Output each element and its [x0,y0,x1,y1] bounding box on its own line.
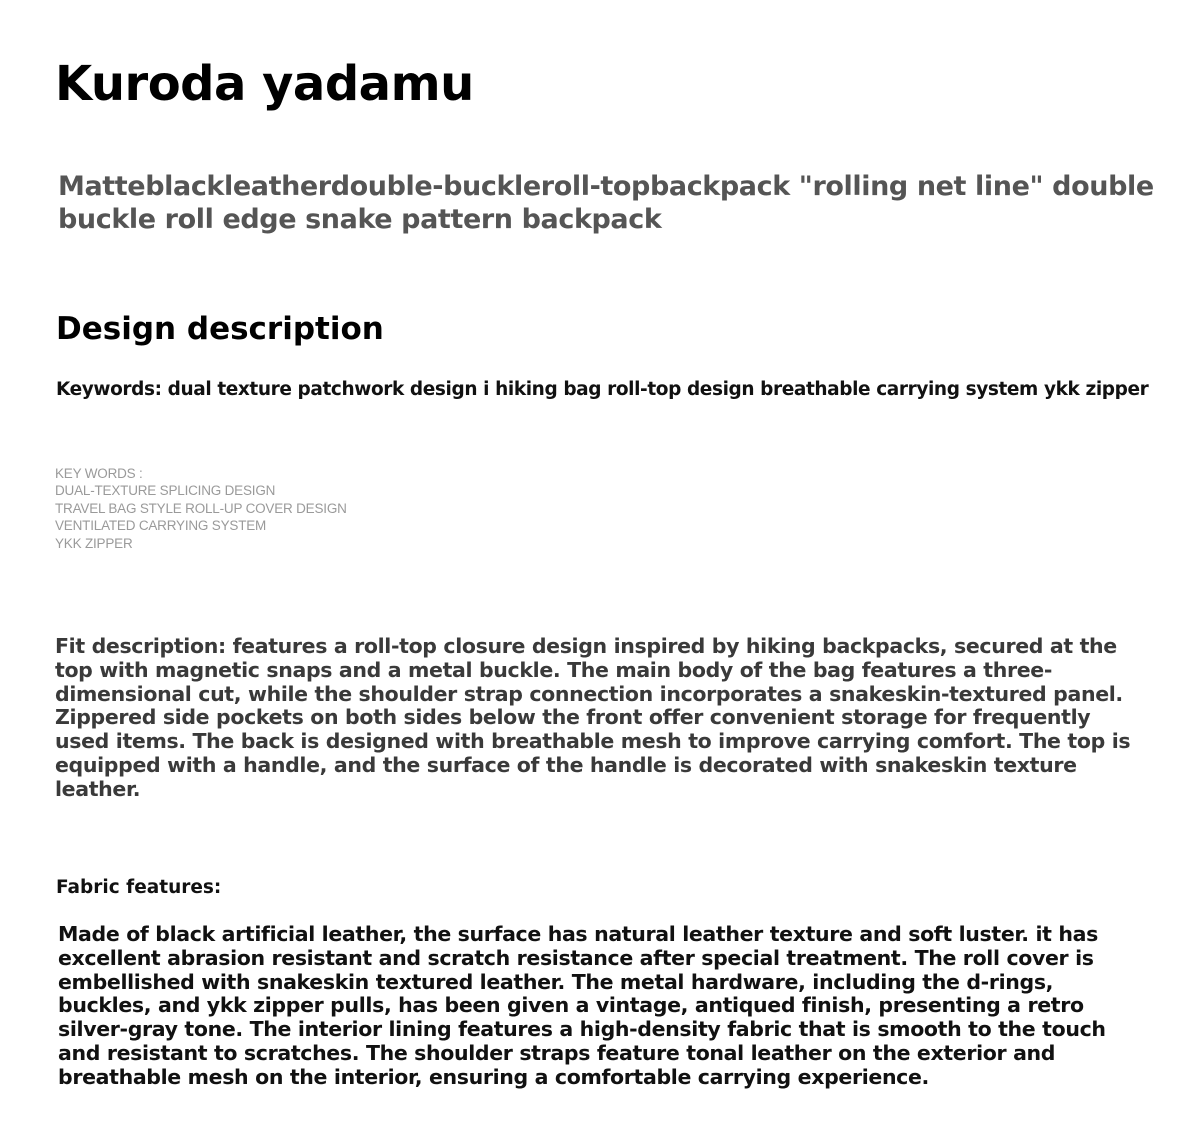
brand-name: Kuroda yadamu [55,56,474,112]
fabric-features-body: Made of black artificial leather, the surface has natural leather texture and soft luster. it has excellent abrasion resistant and scratch resistance after special treatment. The roll cover is embellished with snakeskin textured leather. The metal hardware, including the d-rings, buckles, and ykk zipper pulls, has been given a vintage, antiqued finish, presenting a retro silver-gray tone. The interior lining features a high-density fabric that is smooth to the touch and resistant to scratches. The shoulder straps feature tonal leather on the exterior and breathable mesh on the interior, ensuring a comfortable carrying experience. [58,922,1106,1089]
keyword-item: YKK ZIPPER [55,535,133,551]
fit-description: Fit description: features a roll-top closure design inspired by hiking backpacks, secured at the top with magnetic snaps and a metal buckle. The main body of the bag features a three-dimensional cut, while the shoulder strap connection incorporates a snakeskin-textured panel. Zippered side pockets on both sides below the front offer convenient storage for frequently used items. The back is designed with breathable mesh to improve carrying comfort. The top is equipped with a handle, and the surface of the handle is decorated with snakeskin texture leather. [55,634,1131,801]
keyword-item: TRAVEL BAG STYLE ROLL-UP COVER DESIGN [55,500,347,516]
keywords-block-header: KEY WORDS : [55,466,143,481]
keywords-block [55,465,347,552]
keyword-item: VENTILATED CARRYING SYSTEM [55,518,267,534]
keyword-item: DUAL-TEXTURE SPLICING DESIGN [55,483,276,499]
fabric-features-heading: Fabric features: [56,877,222,898]
product-title: Matteblackleatherdouble-buckleroll-topbackpack "rolling net line" double buckle roll edge snake pattern backpack [58,171,1154,235]
design-description-heading: Design description [56,311,384,347]
keywords-line: Keywords: dual texture patchwork design i hiking bag roll-top design breathable carrying system ykk zipper [56,379,1149,400]
